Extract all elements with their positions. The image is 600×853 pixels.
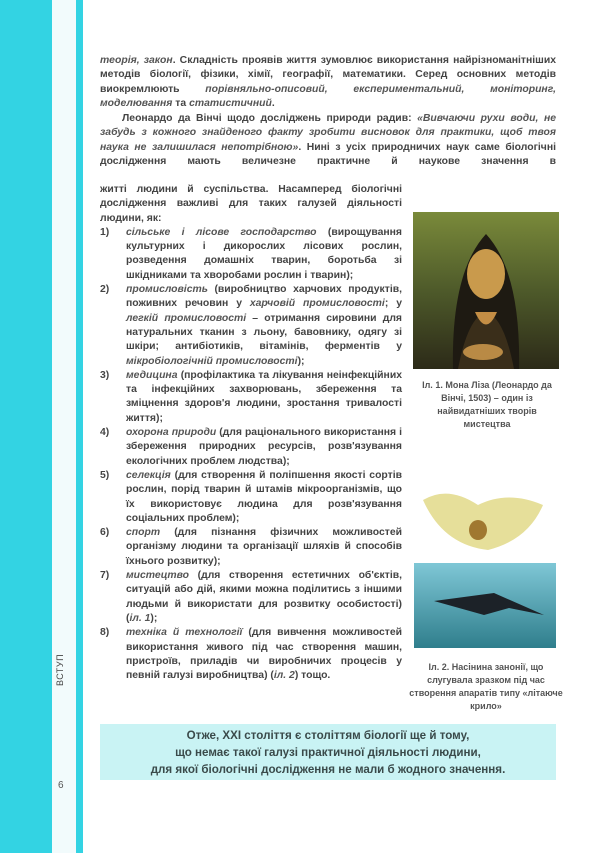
- list-number: 4): [100, 427, 110, 439]
- text-run: житті людини й суспільства. Насамперед біологічні дослідження важливі для таких галузей діяльності людини, як:: [100, 184, 402, 224]
- list-text: [126, 626, 402, 683]
- list-text: [126, 526, 402, 569]
- text-run: . Складність проявів життя зумовлює використання найрізноманітніших методів біології, фізики, хімії, географії, математики. Серед основних методів виокремлюють: [100, 55, 556, 95]
- list-item: [100, 426, 402, 469]
- emphasized-term: спорт: [126, 527, 161, 539]
- page-number: 6: [58, 780, 64, 791]
- list-text: [126, 469, 402, 526]
- margin-strip: [52, 0, 76, 853]
- emphasized-term: селекція: [126, 469, 171, 481]
- text-run: Леонардо да Вінчі щодо досліджень природи радив:: [122, 113, 418, 124]
- text-run: (виробництво харчових продуктів, поживних речовин у: [126, 284, 402, 310]
- conclusion-line: що немає такої галузі практичної діяльності людини,: [175, 746, 481, 759]
- text-run: (для створення й поліпшення якості сортів рослин, порід тварин й штамів мікроорганізмів, що їх використовує людина для розв'язування соціальних проблем);: [126, 469, 402, 524]
- emphasized-term: статистичний: [189, 97, 272, 109]
- text-run: .: [271, 97, 275, 109]
- list-item: [100, 569, 402, 626]
- text-run: (для вивчення можливостей використання живого під час створення машин, пристроїв, приладів чи виробничих процесів у певній галузі виробництва) (: [126, 627, 403, 682]
- margin-line: [76, 0, 83, 853]
- list-text: [126, 426, 402, 469]
- list-number: 7): [100, 570, 110, 582]
- text-run: та: [172, 97, 190, 109]
- paragraph-leonardo: [100, 112, 556, 169]
- text-run: ) тощо.: [294, 670, 331, 682]
- paragraph-intro: [100, 183, 402, 226]
- list-item: [100, 283, 402, 369]
- emphasized-term: мікробіологічній промисловості: [126, 355, 298, 367]
- text-run: (для створення естетичних об'єктів, ситуацій або дій, якими можна поділитись з іншими людьми й використати для розвитку особистості) (: [126, 570, 402, 624]
- list-number: 5): [100, 469, 110, 481]
- list-text: [126, 283, 402, 369]
- conclusion-line: для якої біологічні дослідження не мали б жодного значення.: [150, 763, 506, 776]
- list-number: 8): [100, 627, 110, 639]
- list-item: [100, 626, 402, 683]
- paragraph-methods: [100, 54, 556, 111]
- emphasized-term: медицина: [126, 369, 178, 381]
- conclusion-box: [100, 724, 556, 780]
- emphasized-term: охорона природи: [126, 427, 217, 439]
- text-run: (вирощування культурних і дикорослих лісових рослин, розведення домашніх тварин, боротьба зі шкідниками та хворобами рослин і тварин);: [126, 226, 402, 281]
- emphasized-term: харчовій промисловості: [249, 298, 385, 310]
- emphasized-term: легкій промисловості: [126, 312, 247, 324]
- text-run: (профілактика та лікування неінфекційних та інфекційних захворювань, збереження та зміцнення здоров'я людини, зростання тривалості життя);: [126, 369, 402, 424]
- list-number: 2): [100, 284, 110, 296]
- applications-list: [100, 226, 402, 684]
- text-run: . Нині з усіх природничих наук саме біологічні дослідження мають величезне практичне й наукове значення в: [100, 141, 556, 167]
- list-text: [126, 226, 402, 283]
- list-number: 1): [100, 226, 110, 238]
- text-run: – отримання сировини для натуральних тканин з льону, бавовнику, одягу зі шкіри; антибіотиків, вітамінів, ферментів у: [126, 312, 402, 353]
- text-run: (для раціонального використання і збереження природних ресурсів, розв'язування екологічних проблем людства);: [126, 427, 402, 467]
- figure-2-caption: Іл. 2. Насінина занонії, що слугувала зразком під час створення апаратів типу «літаюче крило»: [409, 662, 563, 711]
- list-number: 6): [100, 527, 110, 539]
- list-number: 3): [100, 369, 110, 381]
- emphasized-term: порівняльно-описовий, експериментальний, моніторинг, моделювання: [100, 83, 557, 109]
- conclusion-line: Отже, XXI століття є століттям біології ще й тому,: [186, 729, 470, 742]
- emphasized-term: мистецтво: [126, 570, 190, 582]
- mona-lisa-image: [413, 212, 559, 369]
- left-margin-band: [0, 0, 52, 853]
- text-run: );: [150, 612, 158, 624]
- section-label: ВСТУП: [55, 653, 65, 687]
- emphasized-term: теорія, закон: [100, 55, 173, 66]
- emphasized-term: іл. 1: [129, 612, 151, 624]
- emphasized-term: промисловість: [126, 284, 208, 296]
- applications-column: [100, 183, 402, 683]
- emphasized-term: «Вивчаючи рухи води, не забудь з кожного знайденого факту зробити висновок для практики, щоб твоя наука не залишилася непотрібною»: [100, 113, 556, 153]
- emphasized-term: техніка й технології: [126, 627, 243, 639]
- list-text: [126, 369, 402, 426]
- list-item: [100, 469, 402, 526]
- text-run: ; у: [384, 298, 402, 310]
- text-run: );: [297, 355, 305, 367]
- zanonia-seed-image: [418, 480, 548, 555]
- flying-wing-image: [414, 563, 556, 648]
- list-item: [100, 526, 402, 569]
- text-run: (для пізнання фізичних можливостей організму людини та організації шляхів й способів їхнього розвитку);: [126, 527, 402, 567]
- figure-1-caption: Іл. 1. Мона Ліза (Леонардо да Вінчі, 1503) – один із найвидатніших творів мистецтва: [422, 380, 552, 429]
- emphasized-term: сільське і лісове господарство: [126, 226, 317, 238]
- list-item: [100, 369, 402, 426]
- list-item: [100, 226, 402, 283]
- list-text: [126, 569, 402, 626]
- emphasized-term: іл. 2: [273, 670, 295, 682]
